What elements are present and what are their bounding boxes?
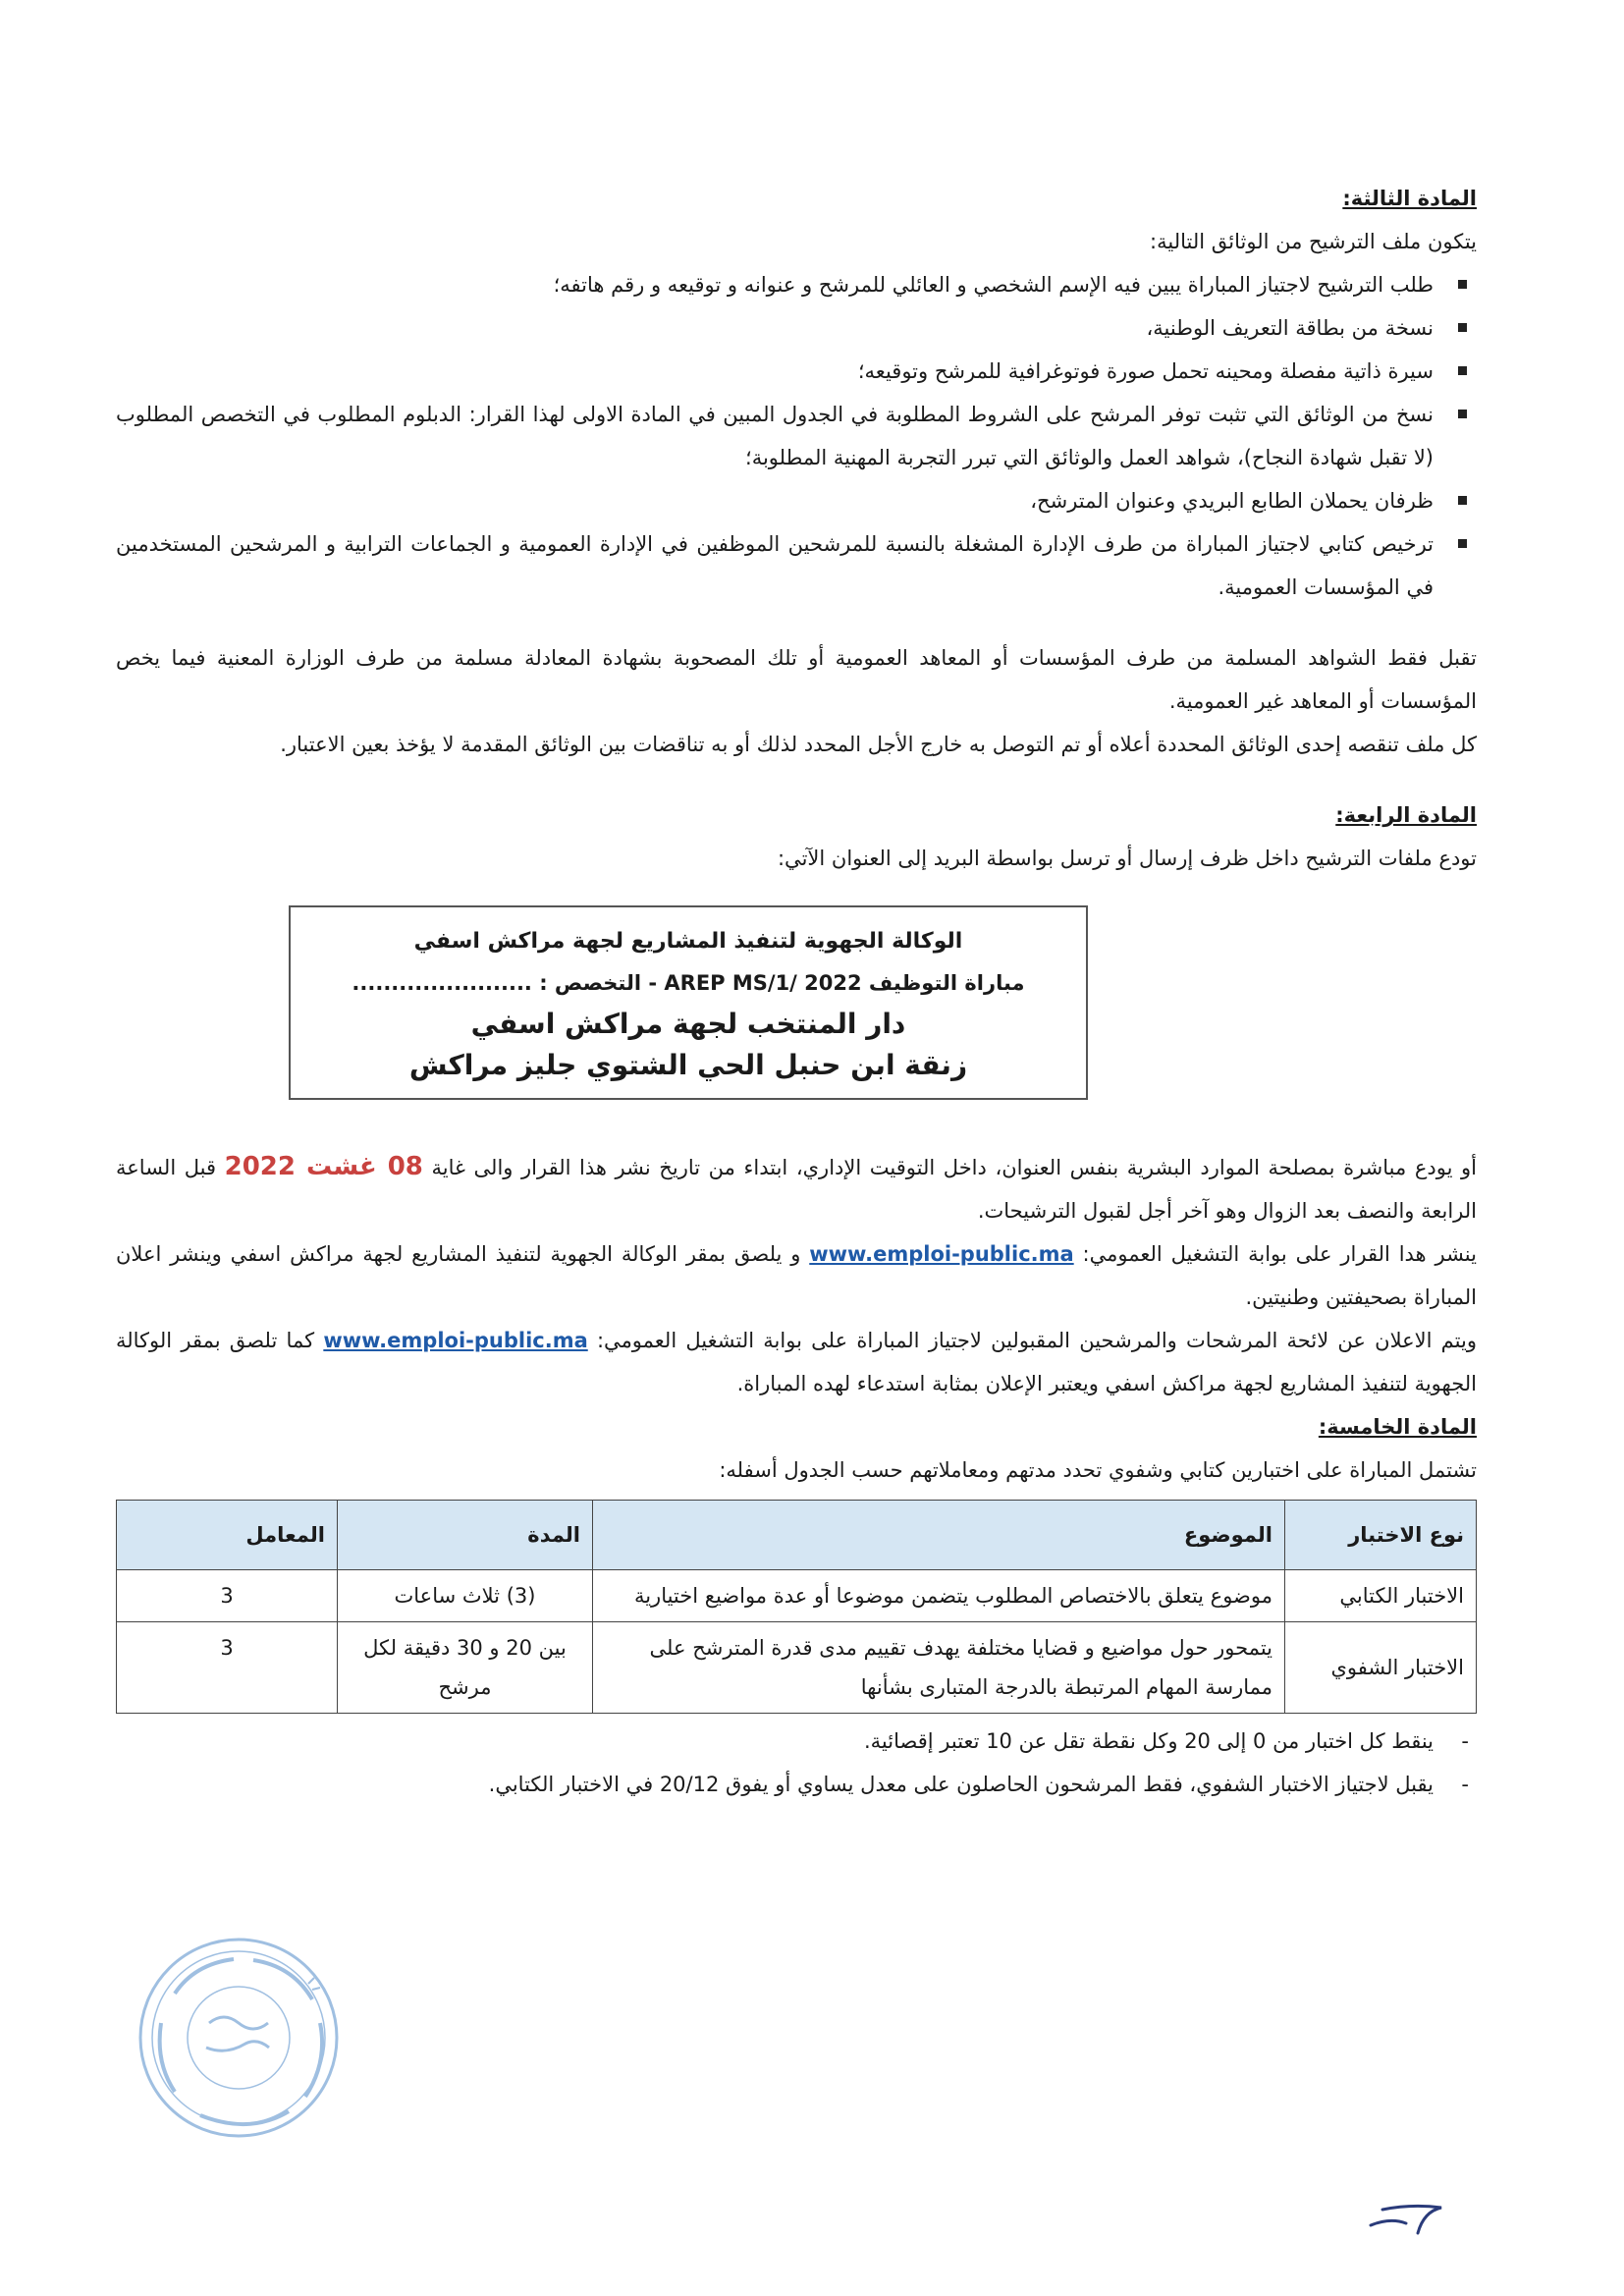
table-cell: الاختبار الشفوي [1285,1622,1477,1714]
deadline-date: 08 غشت 2022 [224,1152,423,1181]
table-cell: بين 20 و 30 دقيقة لكل مرشح [338,1622,593,1714]
address-competition: مباراة التوظيف AREP MS/1/ 2022 - التخصص : ....................... [352,971,1025,995]
deposit-paragraph: أو يودع مباشرة بمصلحة الموارد البشرية بنفس العنوان، داخل التوقيت الإداري، ابتداء من تاريخ نشر هذا القرار والى غاية 08 غشت 2022 قبل الساعة الرابعة والنصف بعد الزوال وهو آخر أجل لقبول الترشيحات. [116,1152,1477,1223]
signature-initials-icon [1363,2192,1451,2241]
list-item: ترخيص كتابي لاجتياز المباراة من طرف الإدارة المشغلة بالنسبة للمرشحين الموظفين في الإدارة العمومية و الجماعات الترابية و المرشحين المستخدمين في المؤسسات العمومية. [116,522,1477,609]
list-item: سيرة ذاتية مفصلة ومحينه تحمل صورة فوتوغرافية للمرشح وتوقيعه؛ [116,350,1477,393]
emploi-public-link[interactable]: www.emploi-public.ma [323,1329,588,1352]
list-item: نسخ من الوثائق التي تثبت توفر المرشح على الشروط المطلوبة في الجدول المبين في المادة الاولى لهذا القرار: الدبلوم المطلوب في التخصص المطلوب (لا تقبل شهادة النجاح)، شواهد العمل والوثائق التي تبرر التجربة المهنية المطلوبة؛ [116,393,1477,479]
required-documents-list [116,263,1477,609]
address-agency: الوكالة الجهوية لتنفيذ المشاريع لجهة مراكش اسفي [413,929,963,954]
emploi-public-link[interactable]: www.emploi-public.ma [809,1242,1074,1266]
address-box [289,905,1088,1100]
publication-paragraph: ينشر هدا القرار على بوابة التشغيل العمومي: www.emploi-public.ma و يلصق بمقر الوكالة الجهوية لتنفيذ المشاريع لجهة مراكش اسفي وينشر اعلان المباراة بصحيفتين وطنيتين. [116,1242,1477,1309]
table-cell: موضوع يتعلق بالاختصاص المطلوب يتضمن موضوعا أو عدة مواضيع اختيارية [593,1570,1285,1622]
list-item: نسخة من بطاقة التعريف الوطنية، [116,306,1477,350]
table-header-row [117,1501,1477,1570]
table-cell: الاختبار الكتابي [1285,1570,1477,1622]
list-item: - ينقط كل اختبار من 0 إلى 20 وكل نقطة تقل عن 10 تعتبر إقصائية. [864,1729,1469,1753]
document-content [116,177,1477,1806]
table-cell: 3 [117,1570,338,1622]
square-bullet-icon [1458,366,1467,375]
column-header: المدة [338,1501,593,1570]
table-cell: 3 [117,1622,338,1714]
certificates-paragraph: تقبل فقط الشواهد المسلمة من طرف المؤسسات أو المعاهد العمومية أو تلك المصحوبة بشهادة المعادلة مسلمة من طرف الوزارة المعنية فيما يخص المؤسسات أو المعاهد غير العمومية. [116,646,1477,713]
notes-list [116,1720,1477,1806]
list-item: ظرفان يحملان الطابع البريدي وعنوان المترشح، [116,479,1477,522]
official-stamp-icon [116,1925,361,2151]
candidates-list-paragraph: ويتم الاعلان عن لائحة المرشحات والمرشحين المقبولين لاجتياز المباراة على بوابة التشغيل العمومي: www.emploi-public.ma كما تلصق بمقر الوكالة الجهوية لتنفيذ المشاريع لجهة مراكش اسفي ويعتبر الإعلان بمثابة استدعاء لهده المباراة. [116,1329,1477,1395]
square-bullet-icon [1458,323,1467,332]
article4-heading: المادة الرابعة: [1335,803,1477,827]
article4-intro: تودع ملفات الترشيح داخل ظرف إرسال أو ترسل بواسطة البريد إلى العنوان الآتي: [777,847,1477,870]
article3-heading: المادة الثالثة: [1342,187,1477,210]
table-cell: (3) ثلاث ساعات [338,1570,593,1622]
address-building: دار المنتخب لجهة مراكش اسفي [470,1008,906,1040]
list-item: طلب الترشيح لاجتياز المباراة يبين فيه الإسم الشخصي و العائلي للمرشح و عنوانه و توقيعه و رقم هاتفه؛ [116,263,1477,306]
exam-table [116,1500,1477,1714]
table-cell: يتمحور حول مواضيع و قضايا مختلفة يهدف تقييم مدى قدرة المترشح على ممارسة المهام المرتبطة بالدرجة المتبارى بشأنها [593,1622,1285,1714]
address-street: زنقة ابن حنبل الحي الشتوي جليز مراكش [408,1049,968,1081]
article5-heading: المادة الخامسة: [1318,1415,1477,1439]
column-header: الموضوع [593,1501,1285,1570]
list-item: - يقبل لاجتياز الاختبار الشفوي، فقط المرشحون الحاصلون على معدل يساوي أو يفوق 20/12 في الاختبار الكتابي. [488,1773,1469,1796]
square-bullet-icon [1458,410,1467,418]
column-header: نوع الاختبار [1285,1501,1477,1570]
article5-intro: تشتمل المباراة على اختبارين كتابي وشفوي تحدد مدتهم ومعاملاتهم حسب الجدول أسفله: [719,1458,1477,1482]
article3-intro: يتكون ملف الترشيح من الوثائق التالية: [1150,230,1477,253]
table-row [117,1570,1477,1622]
incomplete-file-paragraph: كل ملف تنقصه إحدى الوثائق المحددة أعلاه أو تم التوصل به خارج الأجل المحدد لذلك أو به تناقضات بين الوثائق المقدمة لا يؤخذ بعين الاعتبار. [280,733,1477,756]
table-row [117,1622,1477,1714]
column-header: المعامل [117,1501,338,1570]
square-bullet-icon [1458,280,1467,289]
square-bullet-icon [1458,496,1467,505]
square-bullet-icon [1458,539,1467,548]
